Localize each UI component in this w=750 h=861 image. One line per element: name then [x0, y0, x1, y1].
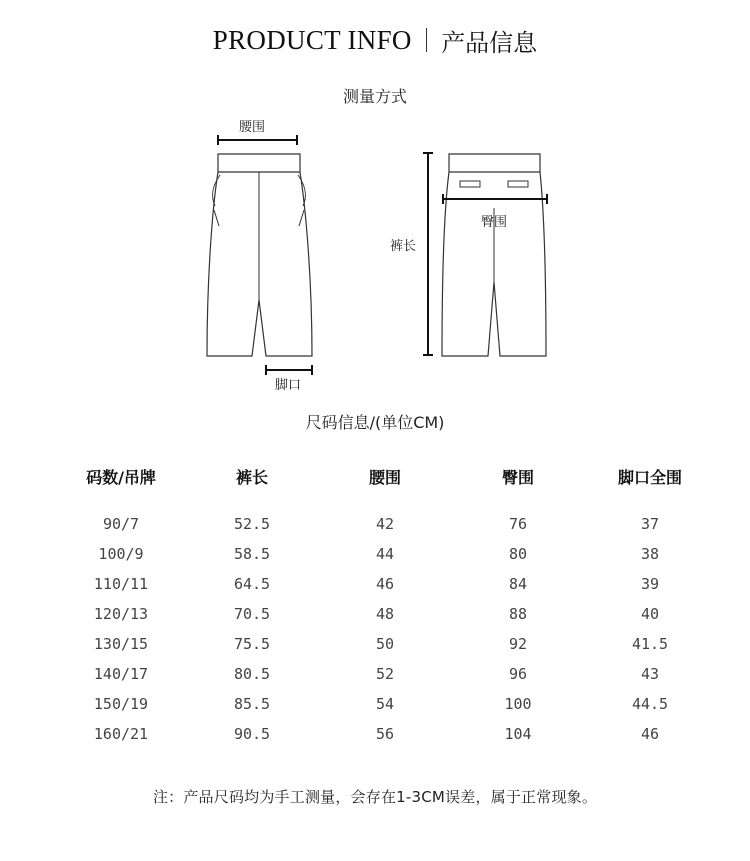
back-pants-icon: [442, 154, 546, 356]
measurement-diagram: [0, 108, 750, 398]
table-row: [0, 539, 750, 569]
cell-length: 52.5: [233, 515, 271, 533]
cell-hip: 96: [508, 665, 528, 683]
cell-hip: 80: [508, 545, 528, 563]
pant-length-measure-line: [423, 153, 433, 355]
front-pants-icon: [207, 154, 312, 356]
cell-leg-opening: 46: [640, 725, 660, 743]
cell-size: 110/11: [93, 575, 149, 593]
waist-label: 腰围: [238, 120, 266, 135]
leg-opening-label: 脚口: [274, 378, 302, 393]
cell-waist: 52: [375, 665, 395, 683]
cell-size: 160/21: [93, 725, 149, 743]
cell-length: 90.5: [233, 725, 271, 743]
cell-hip: 100: [504, 695, 532, 713]
table-row: [0, 599, 750, 629]
measurement-note: 注：产品尺码均为手工测量，会存在1-3CM误差，属于正常现象。: [152, 788, 598, 806]
cell-length: 70.5: [233, 605, 271, 623]
cell-hip: 92: [508, 635, 528, 653]
cell-waist: 56: [375, 725, 395, 743]
col-header-size: 码数/吊牌: [86, 468, 156, 487]
table-row: [0, 569, 750, 599]
cell-waist: 44: [375, 545, 395, 563]
header: [0, 22, 750, 58]
cell-length: 75.5: [233, 635, 271, 653]
hip-label: 臀围: [480, 215, 508, 230]
table-row: [0, 689, 750, 719]
cell-leg-opening: 40: [640, 605, 660, 623]
cell-length: 64.5: [233, 575, 271, 593]
cell-length: 85.5: [233, 695, 271, 713]
cell-leg-opening: 43: [640, 665, 660, 683]
cell-leg-opening: 37: [640, 515, 660, 533]
cell-hip: 88: [508, 605, 528, 623]
table-row: [0, 719, 750, 749]
col-header-hip: 臀围: [501, 468, 535, 487]
cell-length: 80.5: [233, 665, 271, 683]
cell-size: 120/13: [93, 605, 149, 623]
cell-hip: 76: [508, 515, 528, 533]
col-header-length: 裤长: [235, 468, 269, 487]
cell-size: 100/9: [98, 545, 144, 563]
table-row: [0, 629, 750, 659]
pant-length-label: 裤长: [389, 239, 417, 254]
title-cn: 产品信息: [441, 28, 538, 57]
cell-hip: 84: [508, 575, 528, 593]
cell-waist: 50: [375, 635, 395, 653]
measure-title: 测量方式: [342, 87, 407, 106]
cell-size: 130/15: [93, 635, 149, 653]
title-en: PRODUCT INFO: [212, 24, 412, 55]
cell-length: 58.5: [233, 545, 271, 563]
cell-size: 150/19: [93, 695, 149, 713]
cell-leg-opening: 39: [640, 575, 660, 593]
cell-waist: 42: [375, 515, 395, 533]
cell-size: 140/17: [93, 665, 149, 683]
size-info-title: 尺码信息/(单位CM): [305, 413, 445, 432]
waist-measure-line: [218, 135, 297, 145]
hip-measure-line: [443, 194, 547, 204]
cell-hip: 104: [504, 725, 532, 743]
cell-waist: 54: [375, 695, 395, 713]
col-header-leg-opening: 脚口全围: [617, 468, 683, 487]
cell-leg-opening: 41.5: [631, 635, 669, 653]
cell-waist: 46: [375, 575, 395, 593]
title-divider: [426, 28, 428, 52]
table-header: [0, 463, 750, 493]
leg-opening-measure-line: [266, 365, 312, 375]
cell-waist: 48: [375, 605, 395, 623]
col-header-waist: 腰围: [368, 468, 402, 487]
cell-size: 90/7: [102, 515, 140, 533]
cell-leg-opening: 38: [640, 545, 660, 563]
cell-leg-opening: 44.5: [631, 695, 669, 713]
table-row: [0, 659, 750, 689]
table-row: [0, 509, 750, 539]
